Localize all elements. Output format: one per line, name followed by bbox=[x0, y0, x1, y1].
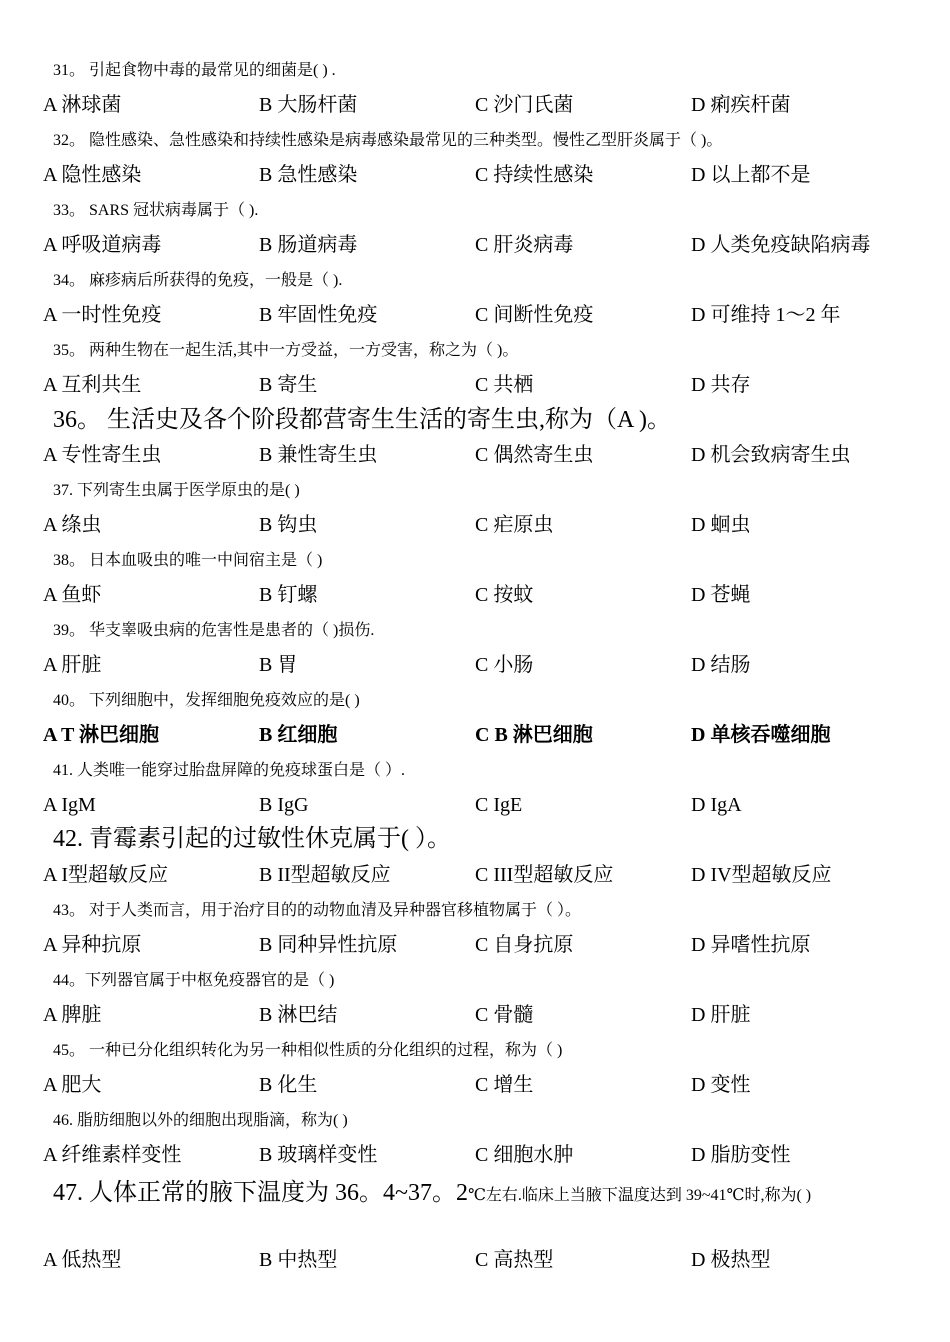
options-39 bbox=[43, 651, 923, 679]
option-c: C 按蚊 bbox=[475, 584, 534, 606]
options-42 bbox=[43, 861, 923, 889]
options-46 bbox=[43, 1141, 923, 1169]
question-35: 35。 两种生物在一起生活,其中一方受益，一方受害，称之为（ )。 bbox=[53, 342, 519, 359]
option-d: D 极热型 bbox=[691, 1249, 771, 1271]
options-35 bbox=[43, 371, 923, 399]
option-a: A 肝脏 bbox=[43, 654, 102, 676]
option-b: B 钩虫 bbox=[259, 514, 318, 536]
option-d: D IgA bbox=[691, 794, 742, 816]
option-b: B 急性感染 bbox=[259, 164, 358, 186]
option-a: A 鱼虾 bbox=[43, 584, 102, 606]
option-c: C 偶然寄生虫 bbox=[475, 444, 594, 466]
option-d: D 可维持 1～2 年 bbox=[691, 304, 841, 326]
option-b: B 肠道病毒 bbox=[259, 234, 358, 256]
option-d: D 变性 bbox=[691, 1074, 751, 1096]
question-33: 33。 SARS 冠状病毒属于（ ). bbox=[53, 202, 259, 219]
question-39: 39。 华支睾吸虫病的危害性是患者的（ )损伤. bbox=[53, 622, 375, 639]
option-c: C 沙门氏菌 bbox=[475, 94, 574, 116]
option-a: A T 淋巴细胞 bbox=[43, 724, 159, 746]
question-36: 36。 生活史及各个阶段都营寄生生活的寄生虫,称为（A )。 bbox=[53, 407, 671, 433]
option-a: A IgM bbox=[43, 794, 96, 816]
option-d: D 苍蝇 bbox=[691, 584, 751, 606]
option-a: A 一时性免疫 bbox=[43, 304, 162, 326]
question-32: 32。 隐性感染、急性感染和持续性感染是病毒感染最常见的三种类型。慢性乙型肝炎属于（ )。 bbox=[53, 132, 723, 149]
options-44 bbox=[43, 1001, 923, 1029]
option-a: A 呼吸道病毒 bbox=[43, 234, 162, 256]
question-47-lead: 47. 人体正常的腋下温度为 36。4~37。2 bbox=[53, 1180, 468, 1206]
option-b: B 兼性寄生虫 bbox=[259, 444, 378, 466]
question-44: 44。下列器官属于中枢免疫器官的是（ ) bbox=[53, 972, 335, 989]
option-c: C III型超敏反应 bbox=[475, 864, 614, 886]
question-42: 42. 青霉素引起的过敏性休克属于( ）。 bbox=[53, 826, 451, 852]
option-c: C 增生 bbox=[475, 1074, 534, 1096]
question-34: 34。 麻疹病后所获得的免疫，一般是（ ). bbox=[53, 272, 343, 289]
options-38 bbox=[43, 581, 923, 609]
option-b: B 大肠杆菌 bbox=[259, 94, 358, 116]
question-47 bbox=[53, 1176, 913, 1213]
options-45 bbox=[43, 1071, 923, 1099]
option-d: D 结肠 bbox=[691, 654, 751, 676]
option-a: A 绦虫 bbox=[43, 514, 102, 536]
option-b: B 淋巴结 bbox=[259, 1004, 338, 1026]
option-b: B 钉螺 bbox=[259, 584, 318, 606]
question-45: 45。 一种已分化组织转化为另一种相似性质的分化组织的过程，称为（ ) bbox=[53, 1042, 563, 1059]
option-b: B 玻璃样变性 bbox=[259, 1144, 378, 1166]
question-40: 40。 下列细胞中，发挥细胞免疫效应的是( ) bbox=[53, 692, 360, 709]
option-a: A 隐性感染 bbox=[43, 164, 142, 186]
option-d: D 单核吞噬细胞 bbox=[691, 724, 831, 746]
option-b: B 胃 bbox=[259, 654, 298, 676]
question-41: 41. 人类唯一能穿过胎盘屏障的免疫球蛋白是（ ）. bbox=[53, 762, 406, 779]
option-d: D 异嗜性抗原 bbox=[691, 934, 811, 956]
option-b: B IgG bbox=[259, 794, 309, 816]
option-a: A 脾脏 bbox=[43, 1004, 102, 1026]
option-d: D IV型超敏反应 bbox=[691, 864, 832, 886]
option-a: A 专性寄生虫 bbox=[43, 444, 162, 466]
option-a: A 纤维素样变性 bbox=[43, 1144, 182, 1166]
option-a: A 淋球菌 bbox=[43, 94, 122, 116]
option-b: B 牢固性免疫 bbox=[259, 304, 378, 326]
option-c: C IgE bbox=[475, 794, 523, 816]
option-b: B 红细胞 bbox=[259, 724, 338, 746]
option-d: D 以上都不是 bbox=[691, 164, 811, 186]
question-37: 37. 下列寄生虫属于医学原虫的是( ) bbox=[53, 482, 300, 499]
question-46: 46. 脂肪细胞以外的细胞出现脂滴，称为( ) bbox=[53, 1112, 348, 1129]
option-c: C 共栖 bbox=[475, 374, 534, 396]
option-a: A 互利共生 bbox=[43, 374, 142, 396]
option-b: B 寄生 bbox=[259, 374, 318, 396]
option-b: B 同种异性抗原 bbox=[259, 934, 398, 956]
options-33 bbox=[43, 231, 923, 259]
option-c: C 肝炎病毒 bbox=[475, 234, 574, 256]
option-c: C 间断性免疫 bbox=[475, 304, 594, 326]
options-41 bbox=[43, 791, 923, 819]
option-c: C B 淋巴细胞 bbox=[475, 724, 593, 746]
option-c: C 疟原虫 bbox=[475, 514, 554, 536]
options-43 bbox=[43, 931, 923, 959]
option-d: D 机会致病寄生虫 bbox=[691, 444, 851, 466]
option-b: B II型超敏反应 bbox=[259, 864, 391, 886]
option-d: D 痢疾杆菌 bbox=[691, 94, 791, 116]
question-38: 38。 日本血吸虫的唯一中间宿主是（ ) bbox=[53, 552, 323, 569]
option-d: D 人类免疫缺陷病毒 bbox=[691, 234, 871, 256]
option-c: C 持续性感染 bbox=[475, 164, 594, 186]
question-31: 31。 引起食物中毒的最常见的细菌是( ) . bbox=[53, 62, 336, 79]
option-a: A 异种抗原 bbox=[43, 934, 142, 956]
question-47-rest: ℃左右.临床上当腋下温度达到 39~41℃时,称为( ) bbox=[467, 1187, 812, 1204]
option-b: B 化生 bbox=[259, 1074, 318, 1096]
option-c: C 自身抗原 bbox=[475, 934, 574, 956]
option-c: C 细胞水肿 bbox=[475, 1144, 574, 1166]
option-c: C 高热型 bbox=[475, 1249, 554, 1271]
option-a: A 低热型 bbox=[43, 1249, 122, 1271]
option-a: A I型超敏反应 bbox=[43, 864, 168, 886]
option-d: D 肝脏 bbox=[691, 1004, 751, 1026]
options-40 bbox=[43, 721, 923, 749]
option-a: A 肥大 bbox=[43, 1074, 102, 1096]
option-b: B 中热型 bbox=[259, 1249, 338, 1271]
option-c: C 骨髓 bbox=[475, 1004, 534, 1026]
options-37 bbox=[43, 511, 923, 539]
options-34 bbox=[43, 301, 923, 329]
option-d: D 共存 bbox=[691, 374, 751, 396]
options-47 bbox=[43, 1246, 923, 1274]
option-c: C 小肠 bbox=[475, 654, 534, 676]
option-d: D 脂肪变性 bbox=[691, 1144, 791, 1166]
question-43: 43。 对于人类而言，用于治疗目的的动物血清及异种器官移植物属于（ ）。 bbox=[53, 902, 582, 919]
options-32 bbox=[43, 161, 923, 189]
options-36 bbox=[43, 441, 923, 469]
options-31 bbox=[43, 91, 923, 119]
option-d: D 蛔虫 bbox=[691, 514, 751, 536]
